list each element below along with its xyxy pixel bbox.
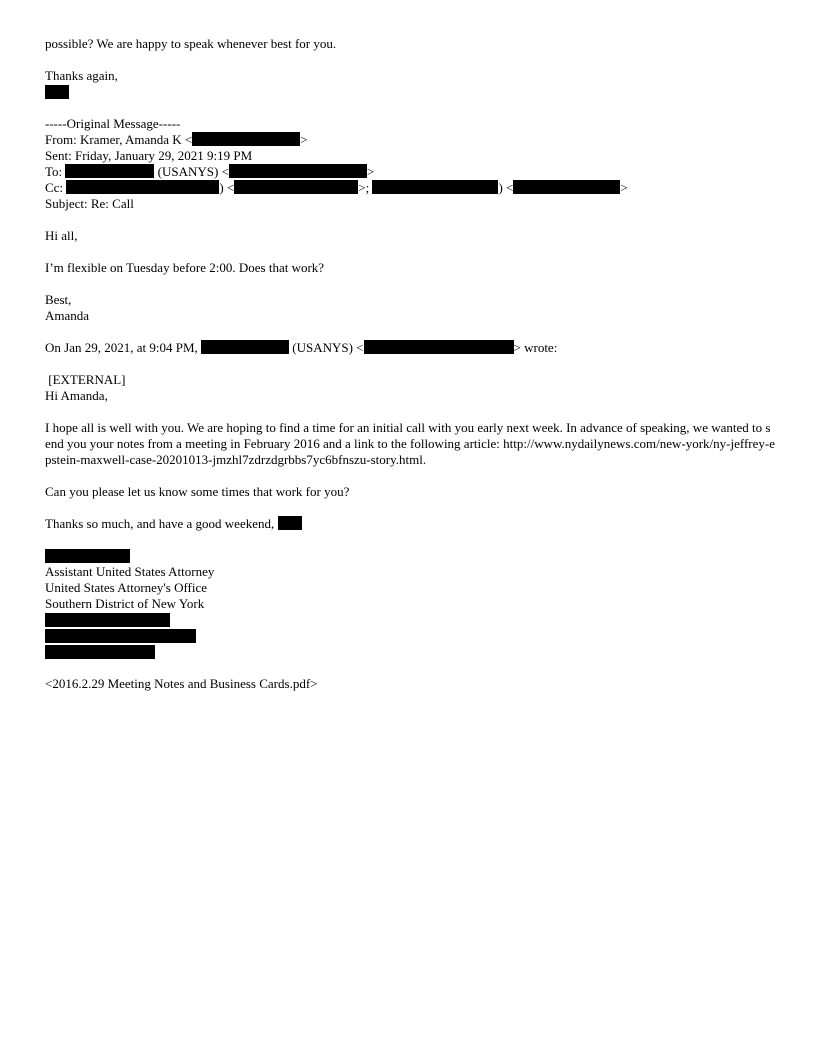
reply-closing: Best, bbox=[45, 292, 72, 307]
redaction-block bbox=[45, 85, 69, 99]
redaction-block bbox=[45, 629, 196, 643]
attachment-name[interactable]: <2016.2.29 Meeting Notes and Business Cards.pdf> bbox=[45, 676, 318, 691]
quoted-header-suffix: > wrote: bbox=[513, 340, 558, 355]
signature-district: Southern District of New York bbox=[45, 596, 205, 611]
redacted-contact bbox=[45, 628, 775, 644]
external-tag: [EXTERNAL] bbox=[45, 372, 126, 387]
reply-greeting: Hi all, bbox=[45, 228, 78, 243]
redaction-block bbox=[45, 645, 155, 659]
cc-part2: >; bbox=[358, 180, 373, 195]
to-line bbox=[45, 164, 775, 180]
redaction-block bbox=[66, 180, 219, 194]
signature-title: Assistant United States Attorney bbox=[45, 564, 215, 579]
from-line bbox=[45, 132, 775, 148]
subject-line: Subject: Re: Call bbox=[45, 196, 134, 211]
quoted-paragraph: I hope all is well with you. We are hoping to find a time for an initial call with you early next week. In advance of speaking, we wanted to send you your notes from a meeting in February 2016 and a link to the following article: http://www.nydailynews.com/new-york/ny-jeffrey-epstein-maxwell-case-20201013-jmzhl7zdrzdgrbbs7yc6bfnszu-story.html. bbox=[45, 420, 775, 467]
thanks-line: Thanks again, bbox=[45, 68, 118, 83]
redaction-block bbox=[192, 132, 300, 146]
redaction-block bbox=[513, 180, 620, 194]
redaction-block bbox=[372, 180, 498, 194]
quoted-paragraph: Can you please let us know some times that work for you? bbox=[45, 484, 350, 499]
signature-office: United States Attorney's Office bbox=[45, 580, 208, 595]
redaction-block bbox=[201, 340, 289, 354]
cc-prefix: Cc: bbox=[45, 180, 67, 195]
redacted-contact bbox=[45, 644, 775, 660]
redacted-signature bbox=[45, 84, 775, 100]
redacted-signer-name bbox=[45, 548, 775, 564]
to-prefix: To: bbox=[45, 164, 66, 179]
from-prefix: From: Kramer, Amanda K < bbox=[45, 132, 193, 147]
signoff-text: Thanks so much, and have a good weekend, bbox=[45, 516, 278, 531]
redaction-block bbox=[364, 340, 514, 354]
quoted-greeting: Hi Amanda, bbox=[45, 388, 108, 403]
cc-part4: > bbox=[620, 180, 628, 195]
cc-line bbox=[45, 180, 775, 196]
quoted-header bbox=[45, 340, 775, 356]
cc-part3: ) < bbox=[498, 180, 514, 195]
quoted-header-prefix: On Jan 29, 2021, at 9:04 PM, bbox=[45, 340, 201, 355]
redaction-block bbox=[45, 613, 170, 627]
email-document bbox=[45, 36, 775, 692]
redaction-block bbox=[229, 164, 367, 178]
body-text-line: possible? We are happy to speak whenever best for you. bbox=[45, 36, 337, 51]
reply-body: I’m flexible on Tuesday before 2:00. Does that work? bbox=[45, 260, 325, 275]
redaction-block bbox=[45, 549, 130, 563]
redaction-block bbox=[278, 516, 302, 530]
redaction-block bbox=[65, 164, 154, 178]
quoted-signoff bbox=[45, 516, 775, 532]
quoted-header-mid: (USANYS) < bbox=[289, 340, 364, 355]
original-message-divider: -----Original Message----- bbox=[45, 116, 181, 131]
sent-line: Sent: Friday, January 29, 2021 9:19 PM bbox=[45, 148, 253, 163]
to-mid: (USANYS) < bbox=[154, 164, 229, 179]
redacted-contact bbox=[45, 612, 775, 628]
redaction-block bbox=[234, 180, 358, 194]
reply-name: Amanda bbox=[45, 308, 90, 323]
to-suffix: > bbox=[366, 164, 375, 179]
from-suffix: > bbox=[300, 132, 308, 147]
cc-part1: ) < bbox=[219, 180, 235, 195]
